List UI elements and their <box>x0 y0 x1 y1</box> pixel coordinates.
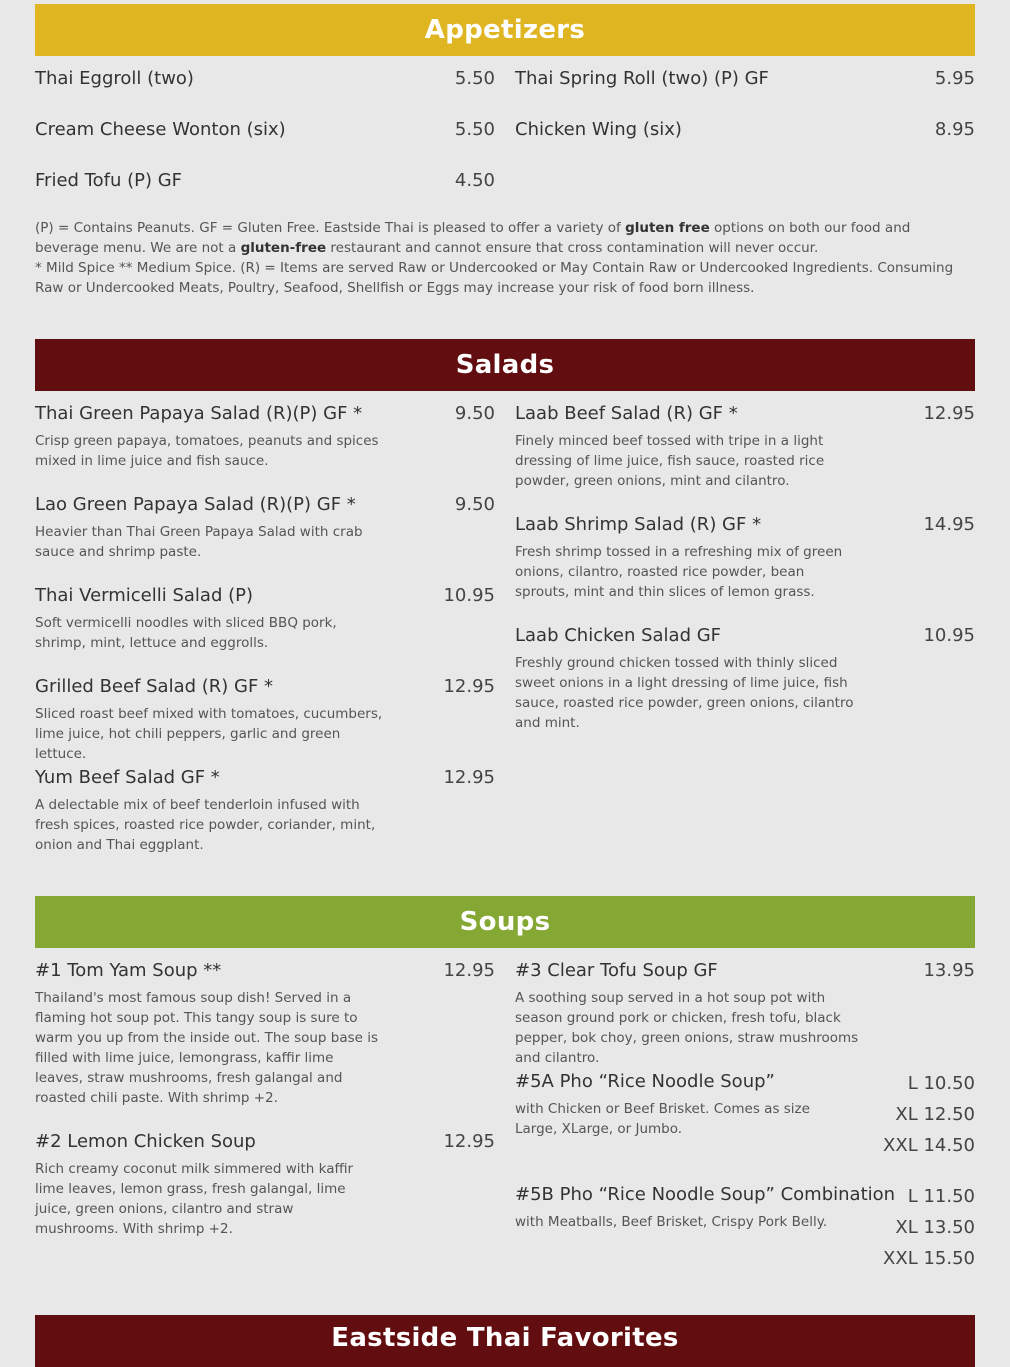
item-name: #5B Pho “Rice Noodle Soup” Combination <box>515 1184 896 1205</box>
item-description: A delectable mix of beef tenderloin infused with fresh spices, roasted rice powder, coriander, mint, onion and Thai eggplant. <box>35 797 376 853</box>
soups-header <box>35 896 975 948</box>
appetizers-title: Appetizers <box>424 15 586 45</box>
item-name: Grilled Beef Salad (R) GF * <box>35 676 274 697</box>
menu-item <box>35 494 495 562</box>
item-price: 12.95 <box>443 1131 495 1152</box>
size-price: XL 12.50 <box>895 1104 975 1125</box>
item-description: Sliced roast beef mixed with tomatoes, cucumbers, lime juice, hot chili peppers, garlic and green lettuce. <box>35 706 383 762</box>
menu-item <box>35 68 495 89</box>
item-price: 9.50 <box>454 403 495 424</box>
item-name: Yum Beef Salad GF * <box>35 767 220 788</box>
allergen-note <box>35 218 975 298</box>
item-price: 12.95 <box>443 676 495 697</box>
item-name: #3 Clear Tofu Soup GF <box>515 960 718 981</box>
item-price: 12.95 <box>923 403 975 424</box>
menu-item <box>515 403 975 491</box>
item-description: Heavier than Thai Green Papaya Salad with crab sauce and shrimp paste. <box>35 524 363 560</box>
item-description: Crisp green papaya, tomatoes, peanuts and spices mixed in lime juice and fish sauce. <box>35 433 379 469</box>
item-price: 8.95 <box>934 119 975 140</box>
size-price: L 11.50 <box>907 1186 975 1207</box>
item-name: Thai Green Papaya Salad (R)(P) GF * <box>35 403 363 424</box>
menu-item <box>35 170 495 191</box>
item-name: Fried Tofu (P) GF <box>35 170 183 191</box>
item-name: Lao Green Papaya Salad (R)(P) GF * <box>35 494 356 515</box>
item-name: Thai Vermicelli Salad (P) <box>35 585 253 606</box>
item-name: Laab Shrimp Salad (R) GF * <box>515 514 762 535</box>
gluten-note: (P) = Contains Peanuts. GF = Gluten Free. Eastside Thai is pleased to offer a variety of gluten free options on both our food and beverage menu. We are not a gluten-free restaurant and cannot ensure that cross contamination will never occur. <box>35 220 911 256</box>
menu-item <box>35 676 495 764</box>
item-description: Rich creamy coconut milk simmered with kaffir lime leaves, lemon grass, fresh galangal, lime juice, green onions, cilantro and straw mushrooms. With shrimp +2. <box>35 1161 354 1237</box>
appetizers-header <box>35 4 975 56</box>
menu-item <box>515 68 975 89</box>
item-price: 9.50 <box>454 494 495 515</box>
item-name: Cream Cheese Wonton (six) <box>35 119 286 140</box>
spice-note: * Mild Spice ** Medium Spice. (R) = Items are served Raw or Undercooked or May Contain Raw or Undercooked Ingredients. Consuming Raw or Undercooked Meats, Poultry, Seafood, Shellfish or Eggs may increase your risk of food born illness. <box>35 260 954 296</box>
item-description: Soft vermicelli noodles with sliced BBQ pork, shrimp, mint, lettuce and eggrolls. <box>35 615 337 651</box>
item-description: Freshly ground chicken tossed with thinly sliced sweet onions in a light dressing of lime juice, fish sauce, roasted rice powder, green onions, cilantro and mint. <box>515 655 854 731</box>
item-name: Chicken Wing (six) <box>515 119 682 140</box>
item-name: Laab Beef Salad (R) GF * <box>515 403 738 424</box>
item-description: Thailand's most famous soup dish! Served in a flaming hot soup pot. This tangy soup is sure to warm you up from the inside out. The soup base is filled with lime juice, lemongrass, kaffir lime leaves, straw mushrooms, fresh galangal and roasted chili paste. With shrimp +2. <box>35 990 379 1106</box>
item-description: A soothing soup served in a hot soup pot with season ground pork or chicken, fresh tofu, black pepper, bok choy, green onions, straw mushrooms and cilantro. <box>515 990 859 1066</box>
item-price: 4.50 <box>454 170 495 191</box>
item-name: Laab Chicken Salad GF <box>515 625 722 646</box>
menu-item <box>515 625 975 733</box>
item-description: Fresh shrimp tossed in a refreshing mix of green onions, cilantro, roasted rice powder, bean sprouts, mint and thin slices of lemon grass. <box>515 544 843 600</box>
item-name: #5A Pho “Rice Noodle Soup” <box>515 1071 775 1092</box>
item-price: 12.95 <box>443 767 495 788</box>
item-price: 5.50 <box>454 68 495 89</box>
size-price: XXL 15.50 <box>883 1248 975 1269</box>
menu-item <box>35 585 495 653</box>
menu-item <box>35 119 495 140</box>
item-price: 10.95 <box>923 625 975 646</box>
menu-item <box>35 960 495 1108</box>
menu-item <box>515 119 975 140</box>
item-price: 14.95 <box>923 514 975 535</box>
menu-item <box>515 1071 875 1139</box>
menu-item <box>35 403 495 471</box>
menu-item <box>515 514 975 602</box>
item-name: Thai Eggroll (two) <box>35 68 194 89</box>
soups-title: Soups <box>459 907 551 937</box>
size-price: XXL 14.50 <box>883 1135 975 1156</box>
salads-header <box>35 339 975 391</box>
size-prices <box>883 1068 975 1161</box>
salads-title: Salads <box>455 350 555 380</box>
size-price: XL 13.50 <box>895 1217 975 1238</box>
item-description: with Chicken or Beef Brisket. Comes as size Large, XLarge, or Jumbo. <box>515 1101 810 1137</box>
item-name: #2 Lemon Chicken Soup <box>35 1131 256 1152</box>
item-name: Thai Spring Roll (two) (P) GF <box>515 68 769 89</box>
size-price: L 10.50 <box>907 1073 975 1094</box>
item-price: 13.95 <box>923 960 975 981</box>
item-price: 5.95 <box>934 68 975 89</box>
item-description: Finely minced beef tossed with tripe in a light dressing of lime juice, fish sauce, roasted rice powder, green onions, mint and cilantro. <box>515 433 825 489</box>
item-name: #1 Tom Yam Soup ** <box>35 960 222 981</box>
favorites-header <box>35 1315 975 1367</box>
item-description: with Meatballs, Beef Brisket, Crispy Pork Belly. <box>515 1214 828 1230</box>
menu-item <box>515 960 975 1068</box>
menu-item <box>35 767 495 855</box>
item-price: 5.50 <box>454 119 495 140</box>
size-prices <box>883 1181 975 1274</box>
favorites-title: Eastside Thai Favorites <box>331 1323 679 1353</box>
item-price: 10.95 <box>443 585 495 606</box>
item-price: 12.95 <box>443 960 495 981</box>
menu-item <box>515 1184 896 1232</box>
menu-item <box>35 1131 495 1239</box>
